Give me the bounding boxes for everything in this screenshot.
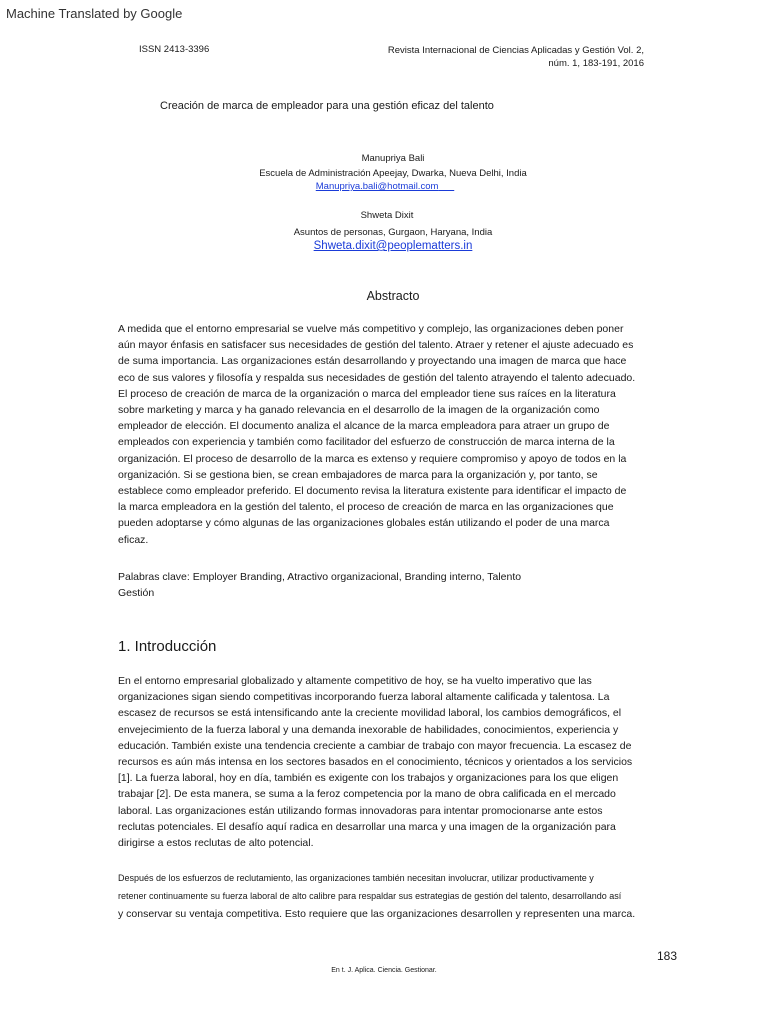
journal-footer: En t. J. Aplica. Ciencia. Gestionar. <box>331 967 437 974</box>
intro-line: recursos es aún más intensa en los sectores basados en el conocimiento, técnicos y orientados a los servicios <box>118 756 633 769</box>
intro-line: laboral. Las organizaciones están utilizando formas innovadoras para intentar promocionarse ante estos <box>118 804 603 817</box>
abstract-line: organización. Si se gestiona bien, se crean embajadores de marca para la organización y, por tanto, se <box>118 468 598 481</box>
abstract-line: El proceso de creación de marca de la organización o marca del empleador tiene sus raíces en la literatura <box>118 387 616 400</box>
abstract-line: A medida que el entorno empresarial se vuelve más competitivo y complejo, las organizaciones deben poner <box>118 323 624 335</box>
keywords <box>118 569 666 601</box>
abstract-line: establece como empleador preferido. El documento revisa la literatura existente para identificar el impacto de <box>118 485 627 498</box>
intro-line: reclutas potenciales. El desafío aquí radica en desarrollar una marca y una imagen de la organización para <box>118 820 616 833</box>
journal-citation <box>380 44 644 70</box>
keywords-line: Gestión <box>118 587 155 600</box>
author-2-name: Shweta Dixit <box>360 210 414 221</box>
section-heading-introduction: 1. Introducción <box>118 638 217 655</box>
machine-translated-banner: Machine Translated by Google <box>6 6 183 21</box>
second-paragraph <box>118 869 678 923</box>
para2-line: y conservar su ventaja competitiva. Esto requiere que las organizaciones desarrollen y representen una marca. <box>118 908 636 920</box>
intro-line: organizaciones sigan siendo competitivas incorporando fuerza laboral altamente calificada y talentosa. La <box>118 691 610 704</box>
para2-line: Después de los esfuerzos de reclutamiento, las organizaciones también necesitan involucrar, utilizar productivamente y <box>118 873 594 883</box>
abstract-heading: Abstracto <box>366 289 420 303</box>
journal-line-2: núm. 1, 183-191, 2016 <box>548 58 644 69</box>
para2-line: retener continuamente su fuerza laboral de alto calibre para respaldar sus estrategias de gestión del talento, desarrollando así <box>118 891 622 901</box>
intro-line: educación. También existe una tendencia creciente a cambiar de trabajo con mayor frecuencia. La escasez de <box>118 739 632 752</box>
abstract-line: eco de sus valores y filosofía y respalda sus necesidades de gestión del talento atrayendo el talento adecuado. <box>118 371 636 384</box>
abstract-line: pueden adoptarse y cómo algunas de las organizaciones globales están utilizando el poder de una marca <box>118 517 610 530</box>
abstract-paragraph <box>118 321 666 548</box>
abstract-line: de suma importancia. Las organizaciones están desarrollando y proyectando una imagen de marca que hace <box>118 355 627 368</box>
keywords-line: Palabras clave: Employer Branding, Atractivo organizacional, Branding interno, Talento <box>118 571 522 583</box>
abstract-line: eficaz. <box>118 533 149 546</box>
intro-paragraph <box>118 673 666 851</box>
author-1-affiliation: Escuela de Administración Apeejay, Dwarka, Nueva Delhi, India <box>259 168 527 179</box>
intro-line: [1]. La fuerza laboral, hoy en día, también es exigente con los trabajos y organizaciones para los que eligen <box>118 772 619 785</box>
author-2-affiliation: Asuntos de personas, Gurgaon, Haryana, India <box>293 227 493 238</box>
abstract-line: sobre marketing y marca y ha ganado relevancia en el desarrollo de la imagen de la organización como <box>118 404 600 417</box>
author-2-email-wrap <box>0 240 768 252</box>
abstract-line: organización. El proceso de desarrollo de la marca es extenso y requiere compromiso y apoyo de todos en la <box>118 452 627 465</box>
abstract-line: empleados con experiencia y también como facilitador del esfuerzo de construcción de marca interna de la <box>118 436 615 449</box>
issn: ISSN 2413-3396 <box>139 44 210 55</box>
intro-line: dirigirse a estos reclutas de alto potencial. <box>118 837 314 850</box>
author-1-email-wrap <box>0 181 768 192</box>
intro-line: trabajar [2]. De esta manera, se suma a la feroz competencia por la mano de obra calificada en el mercado <box>118 788 616 801</box>
author-1-name: Manupriya Bali <box>361 153 425 164</box>
abstract-line: la marca empleadora en la gestión del talento, el proceso de creación de marca en las organizaciones que <box>118 501 614 514</box>
author-2-email-link[interactable]: Shweta.dixit@peoplematters.in <box>313 240 473 252</box>
page-number: 183 <box>657 949 678 963</box>
abstract-line: empleador de elección. El documento analiza el alcance de la marca empleadora para atraer un grupo de <box>118 420 610 433</box>
intro-line: En el entorno empresarial globalizado y altamente competitivo de hoy, se ha vuelto imperativo que las <box>118 675 592 687</box>
abstract-line: aún mayor énfasis en satisfacer sus necesidades de gestión del talento. Atraer y retener el ajuste adecuado es <box>118 339 634 352</box>
journal-line-1: Revista Internacional de Ciencias Aplicadas y Gestión Vol. 2, <box>387 45 644 56</box>
author-1-email-link[interactable]: Manupriya.bali@hotmail.com <box>315 181 439 192</box>
intro-line: escasez de recursos se está intensificando ante la creciente movilidad laboral, los cambios demográficos, el <box>118 707 622 720</box>
paper-title: Creación de marca de empleador para una gestión eficaz del talento <box>160 100 494 112</box>
intro-line: envejecimiento de la fuerza laboral y una demanda inexorable de habilidades, conocimientos, experiencia y <box>118 723 619 736</box>
